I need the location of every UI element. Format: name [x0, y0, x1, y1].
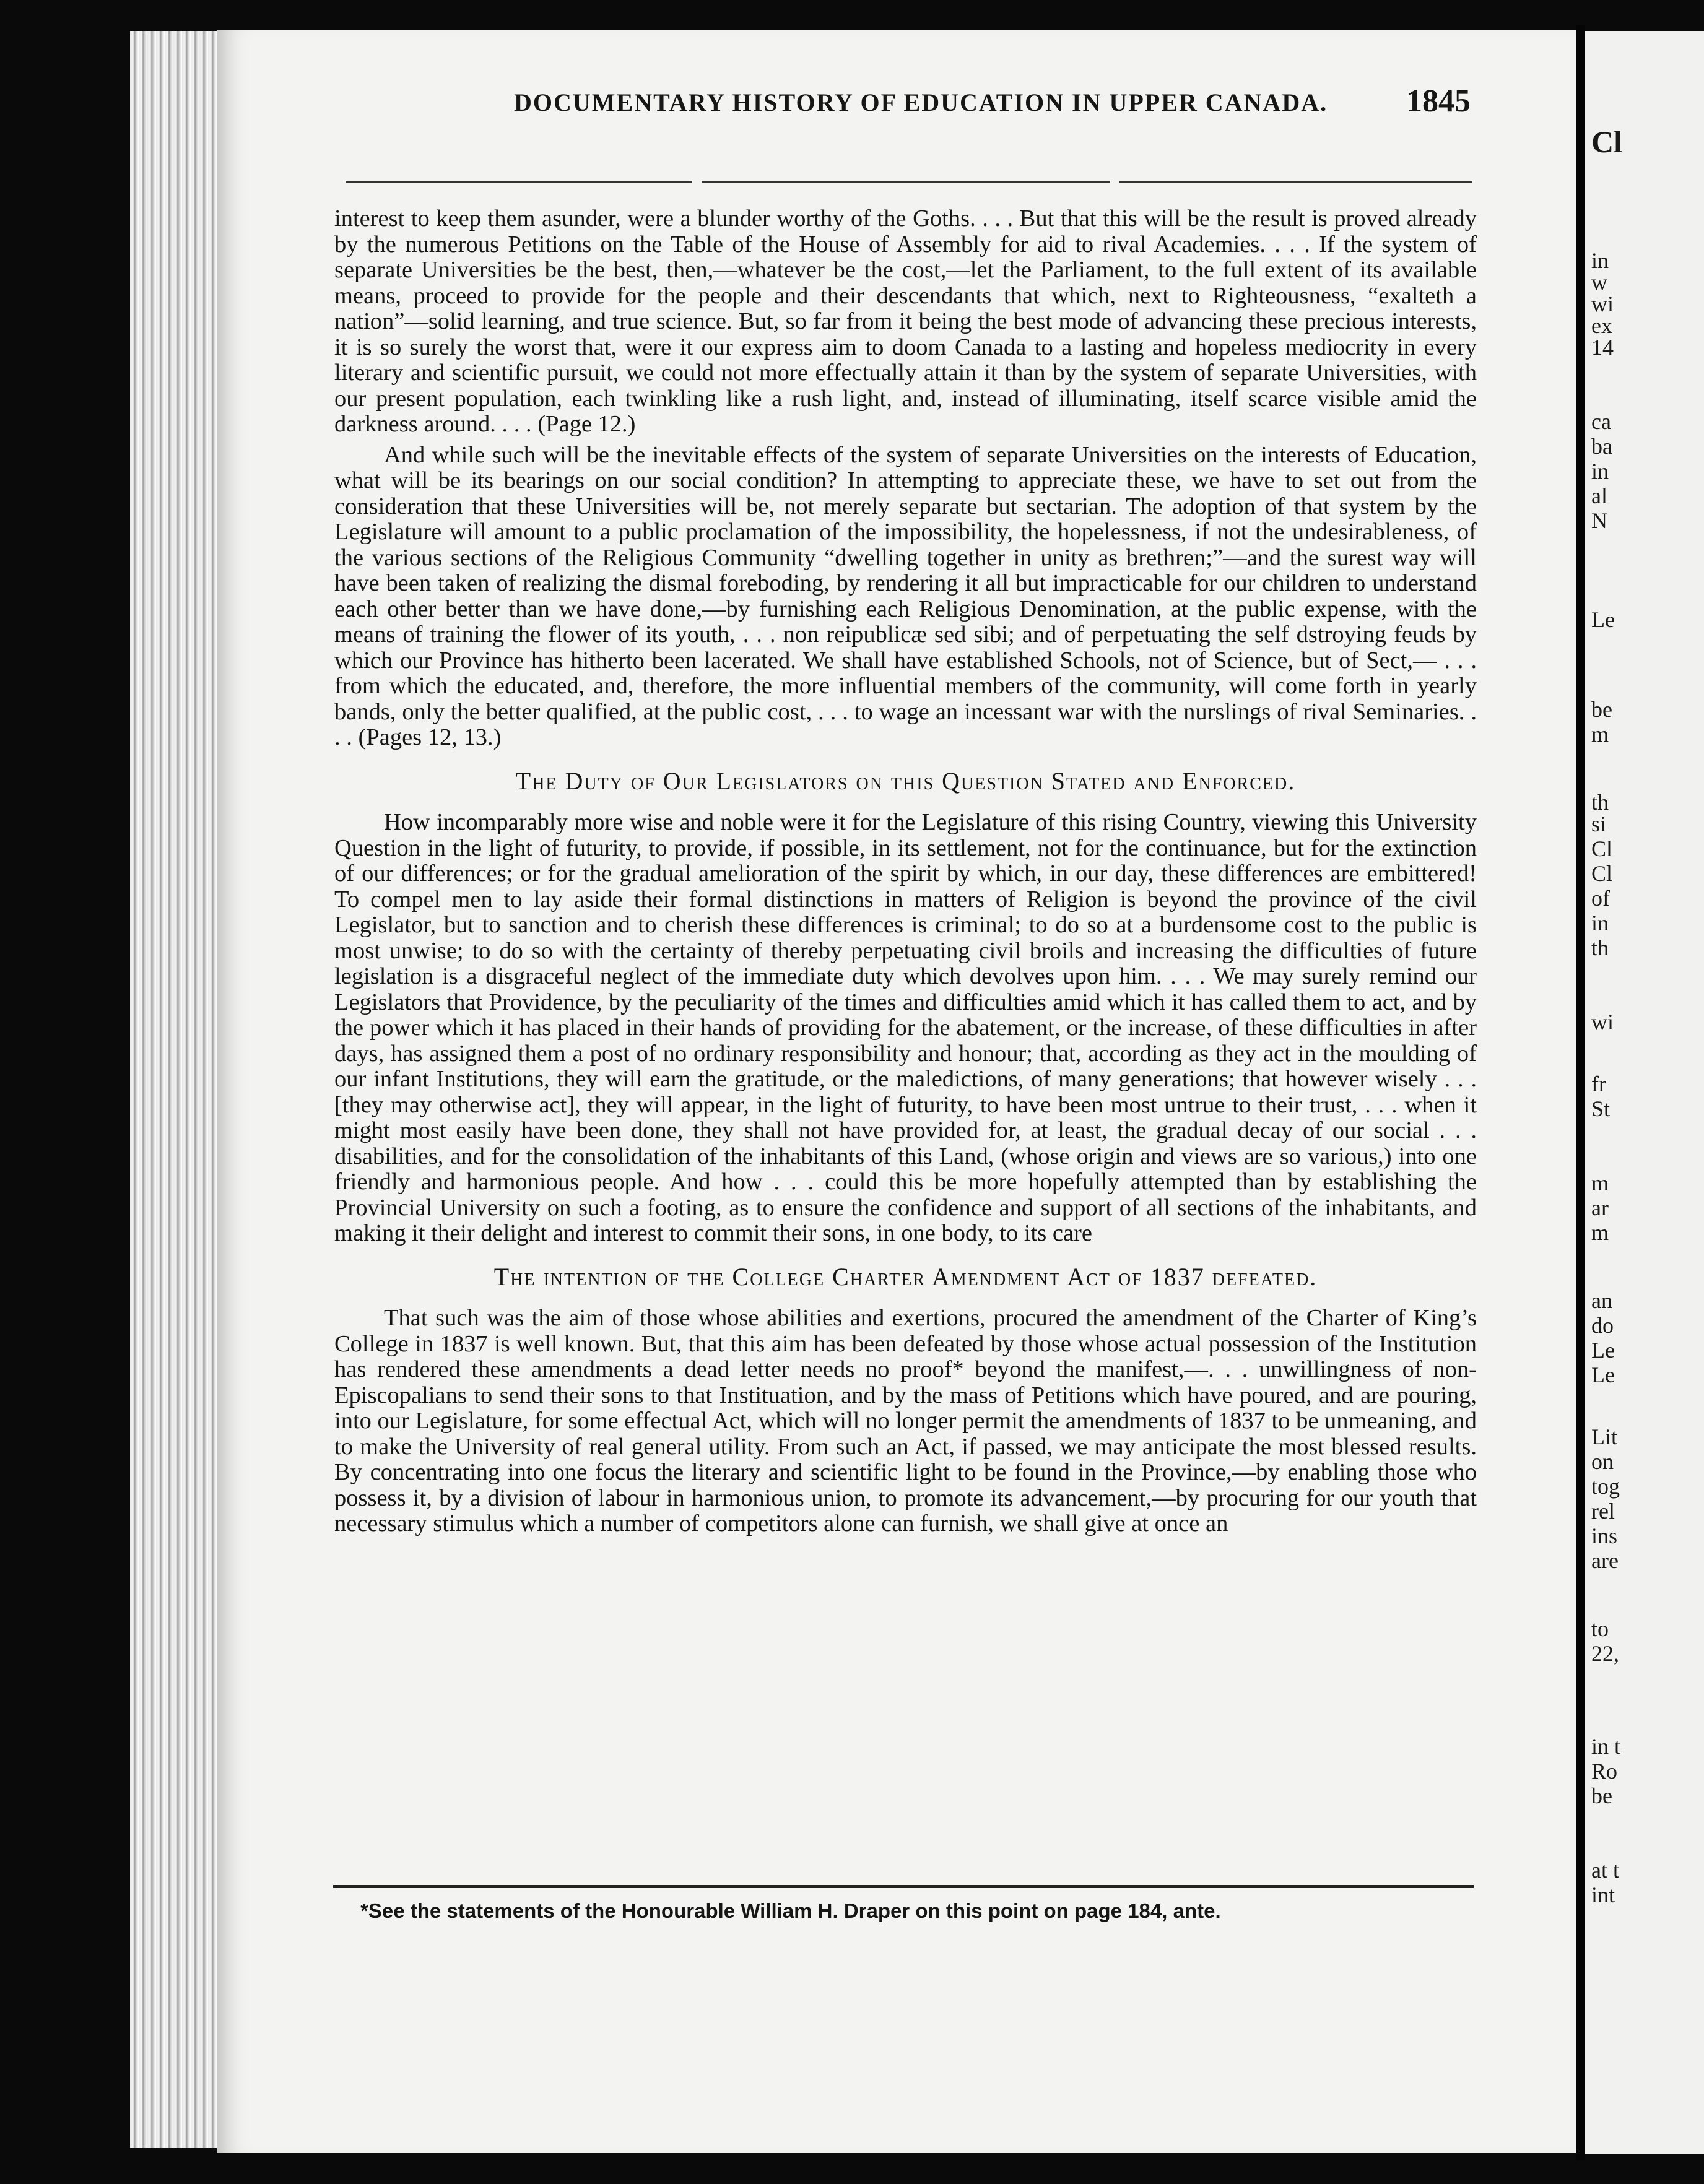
section-heading-charter: The intention of the College Charter Amendment Act of 1837 defeated.	[493, 1262, 1318, 1291]
next-page-fragment: at t	[1591, 1858, 1619, 1883]
page-body	[334, 206, 1477, 1542]
header-rule	[346, 181, 1472, 183]
page-year: 1845	[1406, 84, 1471, 119]
next-page-fragment: fr	[1591, 1072, 1606, 1096]
next-page-fragment: are	[1591, 1548, 1619, 1573]
paragraph-3: How incomparably more wise and noble were it for the Legislature of this rising Country, viewing this University Question in the light of futurity, to provide, if possible, in its settlement, not for the continuance, but for the extinction of our differences; or for the gradual amelioration of the spirit by which, in our day, these differences are embittered! To compel men to lay aside their formal distinctions in matters of Religion is beyond the province of the civil Legislator, but to sanction and to cherish these differences is criminal; to do so at a burdensome cost to the public is most unwise; to do so with the certainty of thereby perpetuating civil broils and increasing the difficulties of future legislation is a disgraceful neglect of the immediate duty which devolves upon him. . . . We may surely remind our Legislators that Providence, by the peculiarity of the times and difficulties amid which it has called them to act, and by the power which it has placed in their hands of providing for the abatement, or the increase, of these difficulties in after days, has assigned them a post of no ordinary responsibility and honour; that, according as they act in the moulding of our infant Institutions, they will earn the gratitude, or the maledictions, of many generations; that however wisely . . . [they may otherwise act], they will appear, in the light of futurity, to have been most untrue to their trust, . . . when it might most easily have been done, they shall not have provided for, at least, the gradual decay of our social . . . disabilities, and for the consolidation of the inhabitants of this Land, (whose origin and views are so various,) into one friendly and harmonious people. And how . . . could this be more hopefully attempted than by establishing the Provincial University on such a footing, as to ensure the confidence and support of all sections of the inhabitants, and making it their delight and interest to commit their sons, in one body, to its care	[334, 809, 1477, 1246]
next-page-fragment: m	[1591, 1171, 1609, 1195]
next-page-fragment: int	[1591, 1883, 1615, 1907]
next-page-fragment: m	[1591, 1220, 1609, 1245]
next-page-edge	[1585, 31, 1704, 2154]
next-page-fragment: do	[1591, 1313, 1614, 1338]
next-page-fragment: Cl	[1591, 836, 1613, 861]
next-page-fragment: Le	[1591, 1338, 1615, 1363]
next-page-fragment: Cl	[1591, 124, 1622, 159]
next-page-fragment: ca	[1591, 409, 1611, 434]
next-page-fragment: ex	[1591, 313, 1612, 338]
next-page-fragment: in	[1591, 911, 1609, 935]
next-page-fragment: Cl	[1591, 861, 1613, 886]
next-page-fragment: ar	[1591, 1195, 1609, 1220]
paragraph-2: And while such will be the inevitable effects of the system of separate Universities on the interests of Education, what will be its bearings on our social condition? In attempting to appreciate these, we have to set out from the consideration that these Universities will be, not merely separate but sectarian. The adoption of that system by the Legislature will amount to a public proclamation of the impossibility, the hopelessness, if not the undesirableness, of the various sections of the Religious Community “dwelling together in unity as brethren;”—and the surest way will have been taken of realizing the dismal foreboding, by rendering it all but impracticable for our children to understand each other better than we have done,—by furnishing each Religious Denomination, at the public expense, with the means of training the flower of its youth, . . . non reipublicæ sed sibi; and of perpetuating the self dstroying feuds by which our Province has hitherto been lacerated. We shall have established Schools, not of Science, but of Sect,— . . . from which the educated, and, therefore, the more influential members of the community, will come forth in yearly bands, only the better qualified, at the public cost, . . . to wage an incessant war with the nurslings of rival Seminaries. . . . (Pages 12, 13.)	[334, 441, 1477, 750]
next-page-fragment: w	[1591, 270, 1607, 295]
book-gutter	[1576, 25, 1585, 2160]
next-page-fragment: 22,	[1591, 1641, 1619, 1666]
page-edge-stack	[130, 31, 223, 2148]
next-page-fragment: al	[1591, 483, 1607, 508]
next-page-fragment: Ro	[1591, 1759, 1618, 1783]
next-page-fragment: Lit	[1591, 1424, 1617, 1449]
next-page-fragment: rel	[1591, 1499, 1615, 1523]
next-page-fragment: in t	[1591, 1734, 1621, 1759]
next-page-fragment: Le	[1591, 1363, 1615, 1387]
page-header	[217, 84, 1471, 137]
next-page-fragment: on	[1591, 1449, 1614, 1474]
next-page-fragment: ba	[1591, 434, 1612, 459]
next-page-fragment: of	[1591, 886, 1610, 911]
footnote: *See the statements of the Honourable William H. Draper on this point on page 184, ante.	[360, 1899, 1221, 1922]
next-page-fragment: th	[1591, 790, 1609, 815]
next-page-fragment: an	[1591, 1288, 1612, 1313]
next-page-fragment: th	[1591, 935, 1609, 960]
footnote-rule	[333, 1885, 1474, 1888]
next-page-fragment: in	[1591, 248, 1609, 273]
next-page-fragment: St	[1591, 1096, 1611, 1121]
next-page-fragment: wi	[1591, 1010, 1614, 1034]
next-page-fragment: ins	[1591, 1523, 1618, 1548]
next-page-fragment: N	[1591, 508, 1607, 533]
next-page-fragment: in	[1591, 459, 1609, 483]
next-page-fragment: 14	[1591, 335, 1614, 360]
next-page-fragment: tog	[1591, 1474, 1620, 1499]
section-heading-duty: The Duty of Our Legislators on this Question Stated and Enforced.	[515, 766, 1296, 795]
paragraph-4: That such was the aim of those whose abilities and exertions, procured the amendment of the Charter of King’s College in 1837 is well known. But, that this aim has been defeated by those whose actual possession of the Institution has rendered these amendments a dead letter needs no proof* beyond the manifest,—. . . unwillingness of non-Episcopalians to send their sons to that Instituation, and by the mass of Petitions which have poured, and are pouring, into our Legislature, for some effectual Act, which will no longer permit the amendments of 1837 to be unmeaning, and to make the University of real general utility. From such an Act, if passed, we may anticipate the most blessed results. By concentrating into one focus the literary and scientific light to be found in the Province,—by enabling those who possess it, by a division of labour in harmonious union, to promote its advancement,—by procuring for our youth that necessary stimulus which a number of competitors alone can furnish, we shall give at once an	[334, 1305, 1477, 1536]
running-title: DOCUMENTARY HISTORY OF EDUCATION IN UPPER CANADA.	[514, 89, 1328, 116]
next-page-fragment: m	[1591, 722, 1609, 747]
next-page-fragment: si	[1591, 812, 1607, 836]
next-page-fragment: Le	[1591, 607, 1615, 632]
next-page-fragment: be	[1591, 1783, 1612, 1808]
next-page-fragment: wi	[1591, 292, 1614, 316]
paragraph-1: interest to keep them asunder, were a blunder worthy of the Goths. . . . But that this will be the result is proved already by the numerous Petitions on the Table of the House of Assembly for aid to rival Academies. . . . If the system of separate Universities be the best, then,—whatever be the cost,—let the Parliament, to the full extent of its available means, proceed to provide for the people and their descendants that which, next to Righteousness, “exalteth a nation”—solid learning, and true science. But, so far from it being the best mode of advancing these precious interests, it is so surely the worst that, were it our express aim to doom Canada to a lasting and hopeless mediocrity in every literary and scientific pursuit, we could not more effectually attain it than by the system of separate Universities, with our present population, each twinkling like a rush light, and, instead of illuminating, itself scarce visible amid the darkness around. . . . (Page 12.)	[334, 206, 1477, 437]
book-page	[217, 30, 1576, 2153]
next-page-fragment: be	[1591, 697, 1612, 722]
next-page-fragment: to	[1591, 1616, 1609, 1641]
